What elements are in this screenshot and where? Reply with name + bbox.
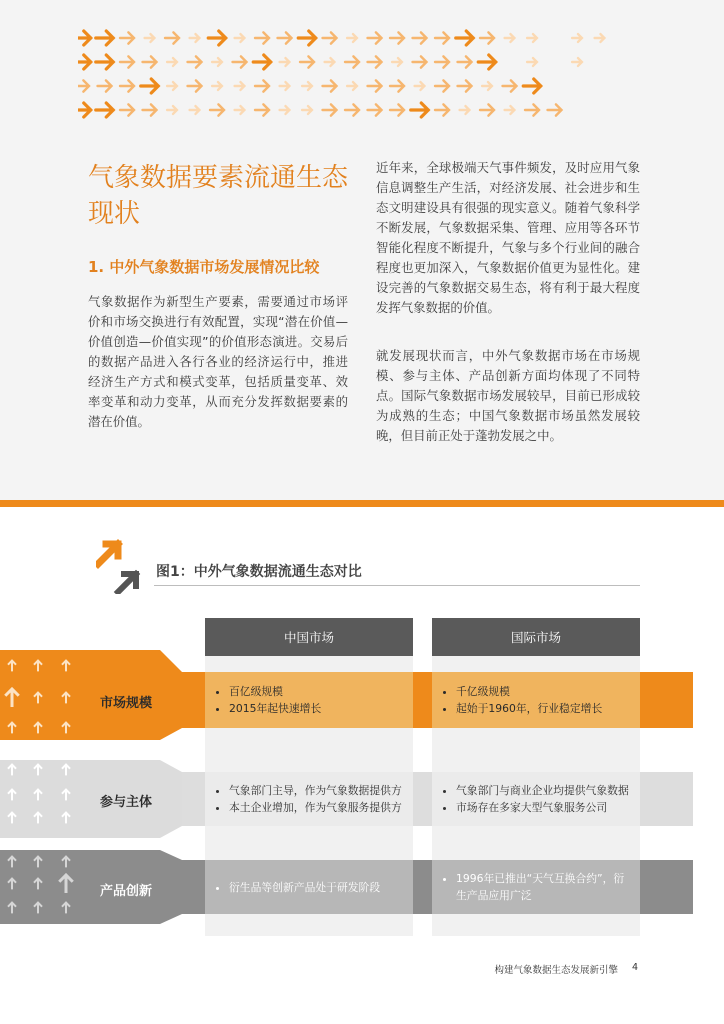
cell-intl-market-size — [432, 672, 640, 728]
cell-china-participants — [205, 772, 413, 826]
arrow-right-icon — [415, 82, 425, 90]
arrow-right-icon — [368, 104, 382, 115]
arrow-right-icon — [212, 82, 222, 90]
list-item: • 气象部门与商业企业均提供气象数据 — [456, 782, 629, 799]
decorative-arrow-field — [78, 26, 648, 126]
arrow-right-icon — [525, 104, 539, 115]
row-label-participants: 参与主体 — [100, 795, 153, 810]
arrow-right-icon — [98, 80, 112, 91]
figure-title: 图1：中外气象数据流通生态对比 — [156, 564, 362, 580]
arrow-right-icon — [190, 34, 200, 42]
arrow-right-icon — [167, 82, 177, 90]
arrow-right-icon — [323, 80, 337, 91]
list-item: • 气象部门主导，作为气象数据提供方 — [229, 782, 402, 799]
arrow-right-icon — [300, 56, 314, 67]
arrow-right-icon — [413, 32, 427, 43]
arrow-right-icon — [456, 31, 474, 45]
row-label-shape-2 — [0, 760, 182, 838]
list-item: • 市场存在多家大型气象服务公司 — [456, 799, 629, 816]
arrow-right-icon — [390, 104, 404, 115]
arrow-right-icon — [523, 79, 541, 93]
arrow-right-icon — [503, 80, 517, 91]
arrow-right-icon — [188, 56, 202, 67]
body-paragraph-3: 就发展现状而言，中外气象数据市场在市场规模、参与主体、产品创新方面均体现了不同特点。国际气象数据市场发展较早，目前已形成较为成熟的生态；中国气象数据市场虽然发展较晚，但目前正处于蓬勃发展之中。 — [376, 348, 640, 443]
arrow-right-icon — [208, 31, 226, 45]
arrow-right-icon — [120, 104, 134, 115]
arrow-right-icon — [78, 80, 89, 91]
arrow-right-icon — [527, 34, 537, 42]
section-heading: 1. 中外气象数据市场发展情况比较 — [88, 258, 320, 276]
arrow-right-icon — [435, 80, 449, 91]
arrow-right-icon — [143, 104, 157, 115]
arrow-right-icon — [120, 32, 134, 43]
arrow-right-icon — [96, 103, 114, 117]
row-label-innovation: 产品创新 — [100, 884, 153, 899]
arrow-right-icon — [413, 56, 427, 67]
arrow-right-icon — [390, 32, 404, 43]
arrow-right-icon — [482, 82, 492, 90]
arrow-right-icon — [458, 56, 472, 67]
arrow-right-icon — [347, 34, 357, 42]
arrow-right-icon — [345, 104, 359, 115]
body-paragraph-1: 气象数据作为新型生产要素，需要通过市场评价和市场交换进行有效配置，实现“潜在价值—价值创造—价值实现”的价值形态演进。交易后的数据产品进入各行各业的经济运行中，推进经济生产方式和模式变革，包括质量变革、效率变革和动力变革，从而充分发挥数据要素的潜在价值。 — [88, 294, 348, 429]
arrow-right-icon — [527, 58, 537, 66]
arrow-right-icon — [253, 55, 271, 69]
arrow-right-icon — [280, 82, 290, 90]
arrow-right-icon — [235, 106, 245, 114]
orange-divider — [0, 500, 724, 507]
arrow-right-icon — [96, 31, 114, 45]
cell-china-market-size — [205, 672, 413, 728]
arrow-right-icon — [278, 32, 292, 43]
list-item: • 千亿级规模 — [456, 683, 602, 700]
list-item: • 衍生品等创新产品处于研发阶段 — [229, 879, 380, 896]
arrow-right-icon — [347, 82, 357, 90]
arrow-right-icon — [167, 58, 177, 66]
cell-intl-participants — [432, 772, 640, 826]
arrow-right-icon — [167, 106, 177, 114]
arrow-right-icon — [210, 104, 224, 115]
arrow-right-icon — [548, 104, 562, 115]
arrow-right-icon — [165, 32, 179, 43]
arrow-right-icon — [368, 56, 382, 67]
arrow-right-icon — [572, 34, 582, 42]
arrow-right-icon — [505, 106, 515, 114]
arrow-right-icon — [572, 58, 582, 66]
arrow-right-icon — [435, 56, 449, 67]
arrow-right-icon — [78, 55, 91, 69]
arrow-right-icon — [255, 104, 269, 115]
arrow-right-icon — [78, 31, 91, 45]
arrow-right-icon — [325, 58, 335, 66]
arrow-right-icon — [302, 106, 312, 114]
column-header-international: 国际市场 — [432, 618, 640, 656]
arrow-right-icon — [235, 34, 245, 42]
arrow-right-icon — [255, 80, 269, 91]
arrow-right-icon — [120, 80, 134, 91]
cell-intl-innovation — [432, 860, 640, 914]
arrows-logo-icon — [96, 538, 146, 594]
arrow-right-icon — [302, 82, 312, 90]
arrow-right-icon — [478, 55, 496, 69]
arrow-right-icon — [505, 34, 515, 42]
arrow-right-icon — [411, 103, 429, 117]
arrow-right-icon — [235, 82, 245, 90]
list-item: • 百亿级规模 — [229, 683, 321, 700]
arrow-right-icon — [480, 104, 494, 115]
list-item: • 1996年已推出“天气互换合约”，衍生产品应用广泛 — [456, 870, 630, 904]
arrow-right-icon — [460, 106, 470, 114]
page-title: 气象数据要素流通生态现状 — [88, 163, 349, 229]
list-item: • 本土企业增加，作为气象服务提供方 — [229, 799, 402, 816]
figure-title-rule — [154, 585, 640, 586]
arrow-right-icon — [141, 79, 159, 93]
arrow-right-icon — [390, 80, 404, 91]
arrow-right-icon — [280, 58, 290, 66]
arrow-right-icon — [368, 80, 382, 91]
row-label-shape-3 — [0, 850, 182, 924]
column-header-china: 中国市场 — [205, 618, 413, 656]
arrow-right-icon — [323, 104, 337, 115]
arrow-right-icon — [255, 32, 269, 43]
arrow-right-icon — [280, 106, 290, 114]
arrow-right-icon — [345, 56, 359, 67]
arrow-right-icon — [120, 56, 134, 67]
arrow-right-icon — [188, 80, 202, 91]
page-number: 4 — [632, 962, 639, 973]
arrow-right-icon — [480, 32, 494, 43]
arrow-right-icon — [323, 32, 337, 43]
arrow-right-icon — [595, 34, 605, 42]
arrow-right-icon — [435, 104, 449, 115]
list-item: • 起始于1960年，行业稳定增长 — [456, 700, 602, 717]
cell-china-innovation — [205, 860, 413, 914]
arrow-right-icon — [458, 80, 472, 91]
arrow-right-icon — [143, 56, 157, 67]
arrow-right-icon — [233, 56, 247, 67]
arrow-right-icon — [298, 31, 316, 45]
arrow-right-icon — [145, 34, 155, 42]
list-item: • 2015年起快速增长 — [229, 700, 321, 717]
arrow-right-icon — [392, 58, 402, 66]
body-paragraph-2: 近年来，全球极端天气事件频发，及时应用气象信息调整生产生活，对经济发展、社会进步和生态文明建设具有很强的现实意义。随着气象科学不断发展，气象数据采集、管理、应用等各环节智能化程度不断提升，气象与多个行业间的融合程度也更加深入，气象数据价值更为显性化。建设完善的气象数据交易生态，将有利于最大程度发挥气象数据的价值。 — [376, 160, 640, 315]
footer-text: 构建气象数据生态发展新引擎 — [494, 965, 618, 976]
row-label-shape-1 — [0, 650, 182, 740]
row-label-market-size: 市场规模 — [100, 696, 153, 711]
arrow-right-icon — [212, 58, 222, 66]
arrow-right-icon — [96, 55, 114, 69]
arrow-right-icon — [78, 103, 91, 117]
arrow-right-icon — [368, 32, 382, 43]
arrow-right-icon — [435, 32, 449, 43]
arrow-right-icon — [190, 106, 200, 114]
